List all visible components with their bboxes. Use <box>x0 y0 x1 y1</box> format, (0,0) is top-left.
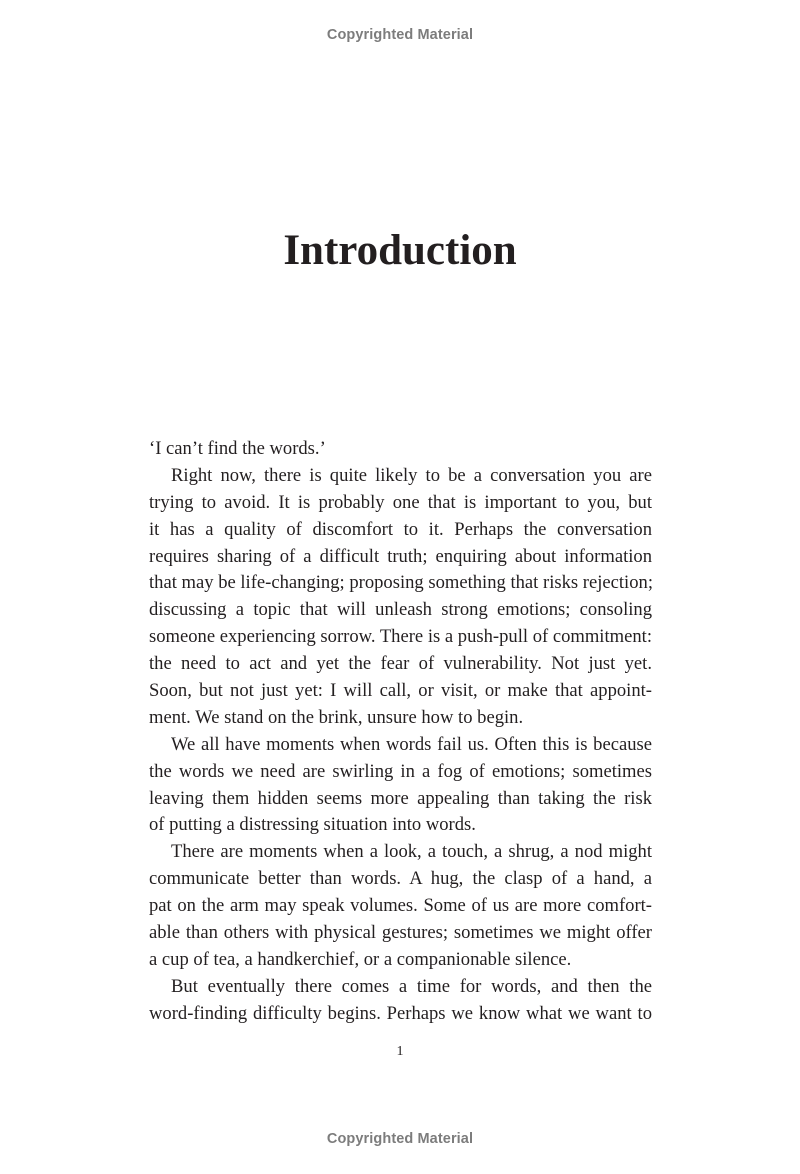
text-line: word-finding difficulty begins. Perhaps we know what we want to <box>149 1002 652 1024</box>
paragraph <box>149 839 652 973</box>
text-line: the need to act and yet the fear of vulnerability. Not just yet. <box>149 653 652 675</box>
text-line: But eventually there comes a time for words, and then the <box>171 975 652 997</box>
body-text <box>149 436 652 1028</box>
text-line: trying to avoid. It is probably one that is important to you, but <box>149 491 652 513</box>
text-line: pat on the arm may speak volumes. Some of us are more comfort- <box>149 895 652 917</box>
paragraph <box>149 463 652 732</box>
text-line: We all have moments when words fail us. Often this is because <box>171 733 652 755</box>
text-line: a cup of tea, a handkerchief, or a companionable silence. <box>149 948 572 970</box>
text-line: the words we need are swirling in a fog of emotions; sometimes <box>149 760 652 782</box>
text-line: ‘I can’t find the words.’ <box>149 438 326 459</box>
text-line: requires sharing of a difficult truth; enquiring about information <box>149 545 652 567</box>
text-line: able than others with physical gestures; sometimes we might offer <box>149 922 652 944</box>
paragraph <box>149 974 652 1028</box>
text-line: of putting a distressing situation into words. <box>149 814 476 836</box>
copyright-watermark-top: Copyrighted Material <box>326 27 474 43</box>
text-line: There are moments when a look, a touch, a shrug, a nod might <box>171 841 652 863</box>
paragraph <box>149 732 652 840</box>
page-number: 1 <box>396 1044 404 1059</box>
text-line: communicate better than words. A hug, the clasp of a hand, a <box>149 868 652 890</box>
text-line: someone experiencing sorrow. There is a push-pull of commitment: <box>149 626 652 648</box>
paragraph <box>149 436 652 463</box>
copyright-watermark-bottom: Copyrighted Material <box>326 1131 474 1147</box>
chapter-title: Introduction <box>283 227 517 274</box>
text-line: that may be life-changing; proposing something that risks rejection; <box>149 572 653 594</box>
text-line: Soon, but not just yet: I will call, or visit, or make that appoint- <box>149 680 652 702</box>
text-line: it has a quality of discomfort to it. Perhaps the conversation <box>149 518 652 540</box>
text-line: ment. We stand on the brink, unsure how to begin. <box>149 706 524 728</box>
text-line: Right now, there is quite likely to be a conversation you are <box>171 464 652 486</box>
text-line: discussing a topic that will unleash strong emotions; consoling <box>149 599 652 621</box>
text-line: leaving them hidden seems more appealing than taking the risk <box>149 787 652 809</box>
